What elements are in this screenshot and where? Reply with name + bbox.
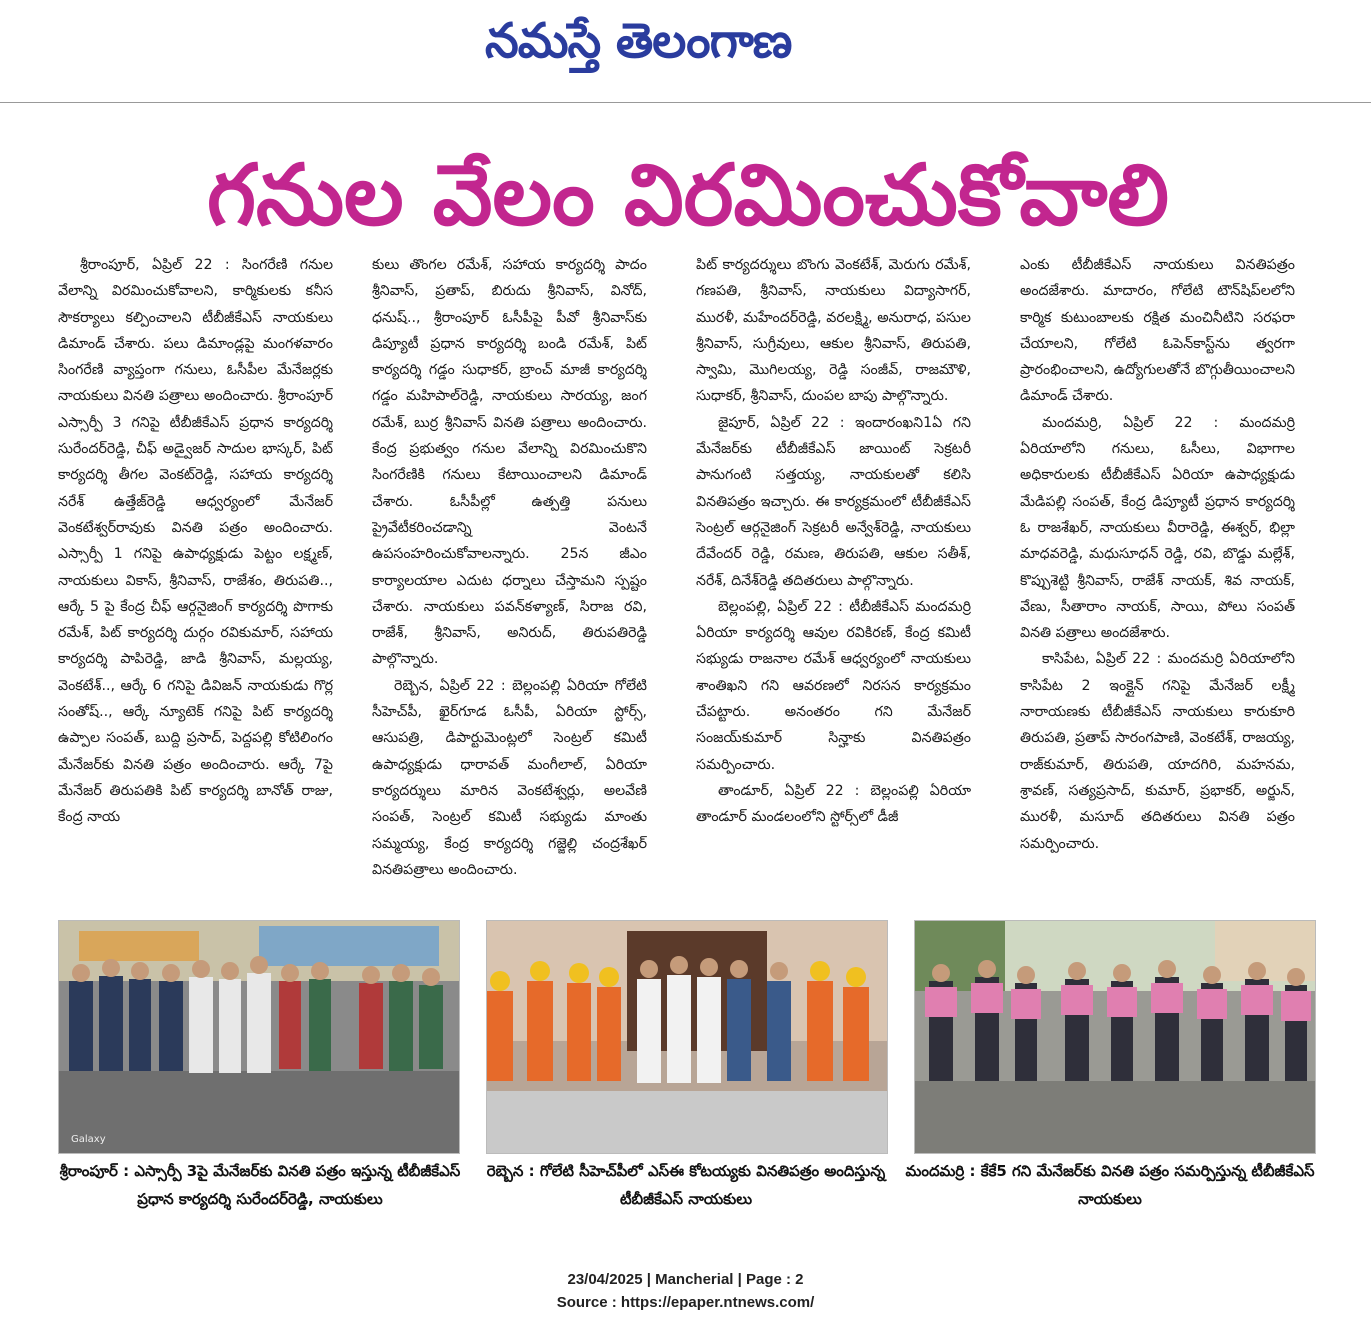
paragraph: రెబ్బెన, ఏప్రిల్ 22 : బెల్లంపల్లి ఏరియా గోలేటి సీహెచ్‌పీ, ఖైర్‌గూడ ఓసీపీ, ఏరియా స్టోర్స్, ఆసుపత్రి, డిపార్టుమెంట్లలో సెంట్రల్ కమిటీ ఉపాధ్యక్షుడు ధారావత్ మంగీలాల్, ఏరియా కార్యదర్శులు మారిన వెంకటేశ్వర్లు, అలవేణి సంపత్, సెంట్రల్ కమిటీ సభ్యుడు మాంతు సమ్మయ్య, కేంద్ర కార్యదర్శి గజ్జెల్లి చంద్రశేఖర్ వినతిపత్రాలు అందించారు. [372,677,647,878]
paragraph: కాసిపేట, ఏప్రిల్ 22 : మందమర్రి ఏరియాలోని కాసిపేట 2 ఇంక్లైన్ గనిపై మేనేజర్ లక్ష్మీ నారాయణకు టీబీజీకేఎస్ నాయకులు కారుకూరి తిరుపతి, ప్రతాప్ సారంగపాణి, వెంకటేశ్, రాజయ్య, రాజ్‌కుమార్, తిరుపతి, యాదగిరి, మహనమ, శ్రావణ్, సత్యప్రసాద్, కుమార్, ప్రభాకర్, అర్జున్, మురళీ, మసూద్ తదితరులు వినతి పత్రం సమర్పించారు. [1020,651,1295,852]
paragraph: బెల్లంపల్లి, ఏప్రిల్ 22 : టీబీజీకేఎస్ మందమర్రి ఏరియా కార్యదర్శి ఆవుల రవికిరణ్, కేంద్ర కమిటీ సభ్యుడు రాజనాల రమేశ్ ఆధ్వర్యంలో నాయకులు శాంతిఖని గని ఆవరణలో నిరసన కార్యక్రమం చేపట్టారు. అనంతరం గని మేనేజర్ సంజయ్‌కుమార్ సిన్హాకు వినతిపత్రం సమర్పించారు. [696,598,971,773]
paragraph: జైపూర్, ఏప్రిల్ 22 : ఇందారంఖని1ఏ గని మేనేజర్‌కు టీబీజీకేఎస్ జాయింట్ సెక్రటరీ పానుగంటి సత్తయ్య, నాయకులతో కలిసి వినతిపత్రం ఇచ్చారు. ఈ కార్యక్రమంలో టీబీజీకేఎస్ సెంట్రల్ ఆర్గనైజింగ్ సెక్రటరీ అన్వేశ్‌రెడ్డి, నాయకులు దేవేందర్ రెడ్డి, రమణ, తిరుపతి, ఆకుల సతీశ్, నరేశ్, దినేశ్‌రెడ్డి తదితరులు పాల్గొన్నారు. [696,414,971,589]
group-photo-icon [487,921,887,1153]
photo-caption-3: మందమర్రి : కేకే5 గని మేనేజర్‌కు వినతి పత్రం సమర్పిస్తున్న టీబీజీకేఎస్ నాయకులు [905,1162,1315,1208]
photo-caption-1: శ్రీరాంపూర్ : ఎస్సార్పీ 3పై మేనేజర్‌కు వినతి పత్రం ఇస్తున్న టీబీజీకేఎస్ ప్రధాన కార్యదర్శి సురేందర్‌రెడ్డి, నాయకులు [59,1162,461,1208]
photo-watermark: Galaxy [71,1134,106,1145]
paragraph: ఎంకు టీబీజీకేఎస్ నాయకులు వినతిపత్రం అందజేశారు. మాదారం, గోలేటి టౌన్‌షిప్‌లలోని కార్మిక కుటుంబాలకు రక్షిత మంచినీటిని సరఫరా చేయాలని, గోలేటి ఓపెన్‌కాస్ట్‌ను త్వరగా ప్రారంభించాలని, ఉద్యోగులతోనే బొగ్గుతీయించాలని డిమాండ్ చేశారు. [1020,257,1295,405]
article-column-4 [1020,252,1295,912]
newspaper-logo: నమస్తే తెలంగాణ [485,13,792,69]
news-photo-3 [914,920,1316,1154]
article-column-1 [58,252,333,912]
edition-info: 23/04/2025 | Mancherial | Page : 2 [567,1271,804,1288]
paragraph: మందమర్రి, ఏప్రిల్ 22 : మందమర్రి ఏరియాలోని గనులు, ఓసీలు, విభాగాల అధికారులకు టీబీజీకేఎస్ ఏరియా ఉపాధ్యక్షుడు మేడిపల్లి సంపత్, కేంద్ర డిప్యూటీ ప్రధాన కార్యదర్శి ఓ రాజశేఖర్, నాయకులు వీరారెడ్డి, ఈశ్వర్, భిల్లా మాధవరెడ్డి, మధుసూధన్ రెడ్డి, రవి, బొడ్డు మల్లేశ్, కొప్పుశెట్టి శ్రీనివాస్, రాజేశ్ నాయక్, శివ నాయక్, వేణు, సీతారాం నాయక్, సాయి, పోలు సంపత్ వినతి పత్రాలు అందజేశారు. [1020,414,1295,642]
paragraph: పిట్ కార్యదర్శులు బొంగు వెంకటేశ్, మెరుగు రమేశ్, గణపతి, శ్రీనివాస్, నాయకులు విద్యాసాగర్, మురళీ, మహేందర్‌రెడ్డి, వరలక్ష్మి, అనురాధ, పసుల శ్రీనివాస్, సుగ్రీవులు, ఆకుల శ్రీనివాస్, తిరుపతి, స్వామి, మొగిలయ్య, రెడ్డి సంజీవ్, రాజమౌళి, సుధాకర్, శ్రీనివాస్, దుంపల బాపు పాల్గొన్నారు. [696,257,971,405]
article-column-2 [372,252,647,912]
article-column-3 [696,252,971,912]
group-photo-icon [915,921,1315,1153]
masthead [0,0,1371,100]
paragraph: తాండూర్, ఏప్రిల్ 22 : బెల్లంపల్లి ఏరియా తాండూర్ మండలంలోని స్టోర్స్‌లో డీజీ [696,782,971,826]
page-footer [0,1268,1371,1314]
group-photo-icon [59,921,459,1153]
paragraph: శ్రీరాంపూర్, ఏప్రిల్ 22 : సింగరేణి గనుల వేలాన్ని విరమించుకోవాలని, కార్మికులకు కనీస సౌకర్యాలు కల్పించాలని టీబీజీకేఎస్ నాయకులు డిమాండ్ చేశారు. పలు డిమాండ్లపై మంగళవారం సింగరేణి వ్యాప్తంగా గనులు, ఓసీపీల మేనేజర్లకు నాయకులు వినతి పత్రాలు అందించారు. శ్రీరాంపూర్ ఎస్సార్పీ 3 గనిపై టీబీజీకేఎస్ ప్రధాన కార్యదర్శి సురేందర్‌రెడ్డి, చీఫ్ అడ్వైజర్ సాదుల భాస్కర్, పిట్ కార్యదర్శి తీగల వెంకట్‌రెడ్డి, సహాయ కార్యదర్శి నరేశ్ ఉత్తేజ్‌రెడ్డి ఆధ్వర్యంలో మేనేజర్ వెంకటేశ్వర్‌రావుకు వినతి పత్రం అందించారు. ఎస్సార్పీ 1 గనిపై ఉపాధ్యక్షుడు పెట్టం లక్ష్మణ్, నాయకులు వికాస్, శ్రీనివాస్, రాజేశం, తిరుపతి.., ఆర్కే 5 పై కేంద్ర చీఫ్ ఆర్గనైజింగ్ కార్యదర్శి పొగాకు రమేశ్, పిట్ కార్యదర్శి దుర్గం రవికుమార్, సహాయ కార్యదర్శి పాపిరెడ్డి, జాడి శ్రీనివాస్, మల్లయ్య, వెంకటేశ్.., ఆర్కే 6 గనిపై డివిజన్ నాయకుడు గొర్ల సంతోష్.., ఆర్కే న్యూటెక్ గనిపై పిట్ కార్యదర్శి ఉప్పాల సంపత్, బుద్ది ప్రసాద్, పెద్దపల్లి కోటిలింగం మేనేజర్‌కు వినతి పత్రం అందించారు. ఆర్కే 7పై మేనేజర్ తిరుపతికి పిట్ కార్యదర్శి బానోత్ రాజు, కేంద్ర నాయ [58,257,333,826]
paragraph: కులు తొంగల రమేశ్, సహాయ కార్యదర్శి పాదం శ్రీనివాస్, ప్రతాప్, బిరుదు శ్రీనివాస్, వినోద్, ధనుష్.., శ్రీరాంపూర్ ఓసీపీపై పీవో శ్రీనివాస్‌కు డిప్యూటీ ప్రధాన కార్యదర్శి బండి రమేశ్, పిట్ కార్యదర్శి గడ్డం సుధాకర్, బ్రాంచ్ మాజీ కార్యదర్శి గడ్డం మహిపాల్‌రెడ్డి, నాయకులు సారయ్య, జంగ రమేశ్, బుర్ర శ్రీనివాస్ వినతి పత్రాలు అందించారు. కేంద్ర ప్రభుత్వం గనుల వేలాన్ని విరమించుకొని సింగరేణికి గనులు కేటాయించాలని డిమాండ్ చేశారు. ఓసీపీల్లో ఉత్పత్తి పనులు ప్రైవేటీకరించడాన్ని వెంటనే ఉపసంహరించుకోవాలన్నారు. 25న జీఎం కార్యాలయాల ఎదుట ధర్నాలు చేస్తామని స్పష్టం చేశారు. నాయకులు పవన్‌కళ్యాణ్, సిరాజ రవి, రాజేశ్, శ్రీనివాస్, అనిరుద్, తిరుపతిరెడ్డి పాల్గొన్నారు. [372,257,647,668]
article-headline: గనుల వేలం విరమించుకోవాలి [207,146,1169,244]
source-link[interactable]: Source : https://epaper.ntnews.com/ [556,1294,815,1311]
masthead-divider [0,102,1371,103]
news-photo-2 [486,920,888,1154]
photo-caption-2: రెబ్బెన : గోలేటి సీహెచ్‌పీలో ఎస్ఈ కోటయ్యకు వినతిపత్రం అందిస్తున్న టీబీజీకేఎస్ నాయకులు [486,1162,886,1208]
news-photo-1 [58,920,460,1154]
